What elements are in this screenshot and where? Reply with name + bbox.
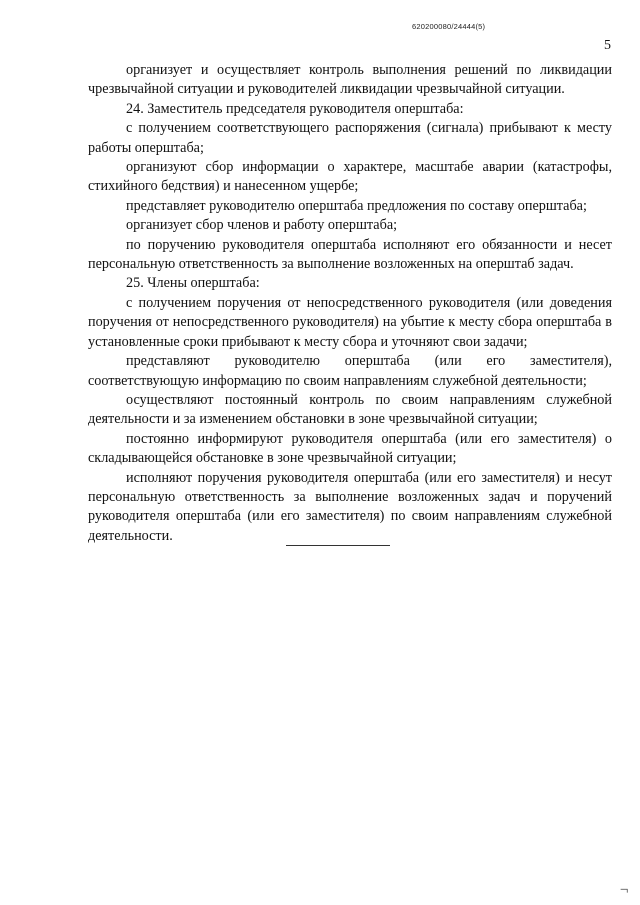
corner-handwritten-mark: ¬ [619,882,630,898]
paragraph: представляет руководителю оперштаба предложения по составу оперштаба; [126,197,587,214]
page-number: 5 [604,38,611,53]
paragraph: с получением соответствующего распоряжения (сигнала) прибывают к месту работы оперштаба; [88,120,612,156]
body-text [88,61,612,546]
paragraph: исполняют поручения руководителя оперштаба (или его заместителя) и несут персональную ответственность за выполнение возложенных задач и поручений руководителя оперштаба (или его заместителя) по своим направлениям служебной деятельности. [88,469,612,544]
document-code: 620200080/24444(5) [412,22,486,31]
paragraph: организует и осуществляет контроль выполнения решений по ликвидации чрезвычайной ситуации и руководителей ликвидации чрезвычайной ситуации. [88,62,612,98]
paragraph: организует сбор членов и работу оперштаба; [126,217,398,234]
paragraph: по поручению руководителя оперштаба исполняют его обязанности и несет персональную ответственность за выполнение возложенных на оперштаб задач. [88,236,612,273]
paragraph: представляют руководителю оперштаба (или его заместителя), соответствующую информацию по своим направлениям служебной деятельности; [88,353,612,389]
paragraph: постоянно информируют руководителя оперштаба (или его заместителя) о складывающейся обстановке в зоне чрезвычайной ситуации; [88,430,612,467]
section-heading-25: 25. Члены оперштаба: [126,275,260,292]
separator-line [286,545,390,546]
paragraph: осуществляют постоянный контроль по своим направлениям служебной деятельности и за изменением обстановки в зоне чрезвычайной ситуации; [88,391,612,428]
paragraph: с получением поручения от непосредственного руководителя (или доведения поручения от непосредственного руководителя) на убытие к месту сбора оперштаба в установленные сроки прибывают к месту сбора и уточняют свои задачи; [88,294,612,350]
paragraph: организуют сбор информации о характере, масштабе аварии (катастрофы, стихийного бедствия) и нанесенном ущербе; [88,159,612,195]
section-heading-24: 24. Заместитель председателя руководителя оперштаба: [126,100,464,117]
